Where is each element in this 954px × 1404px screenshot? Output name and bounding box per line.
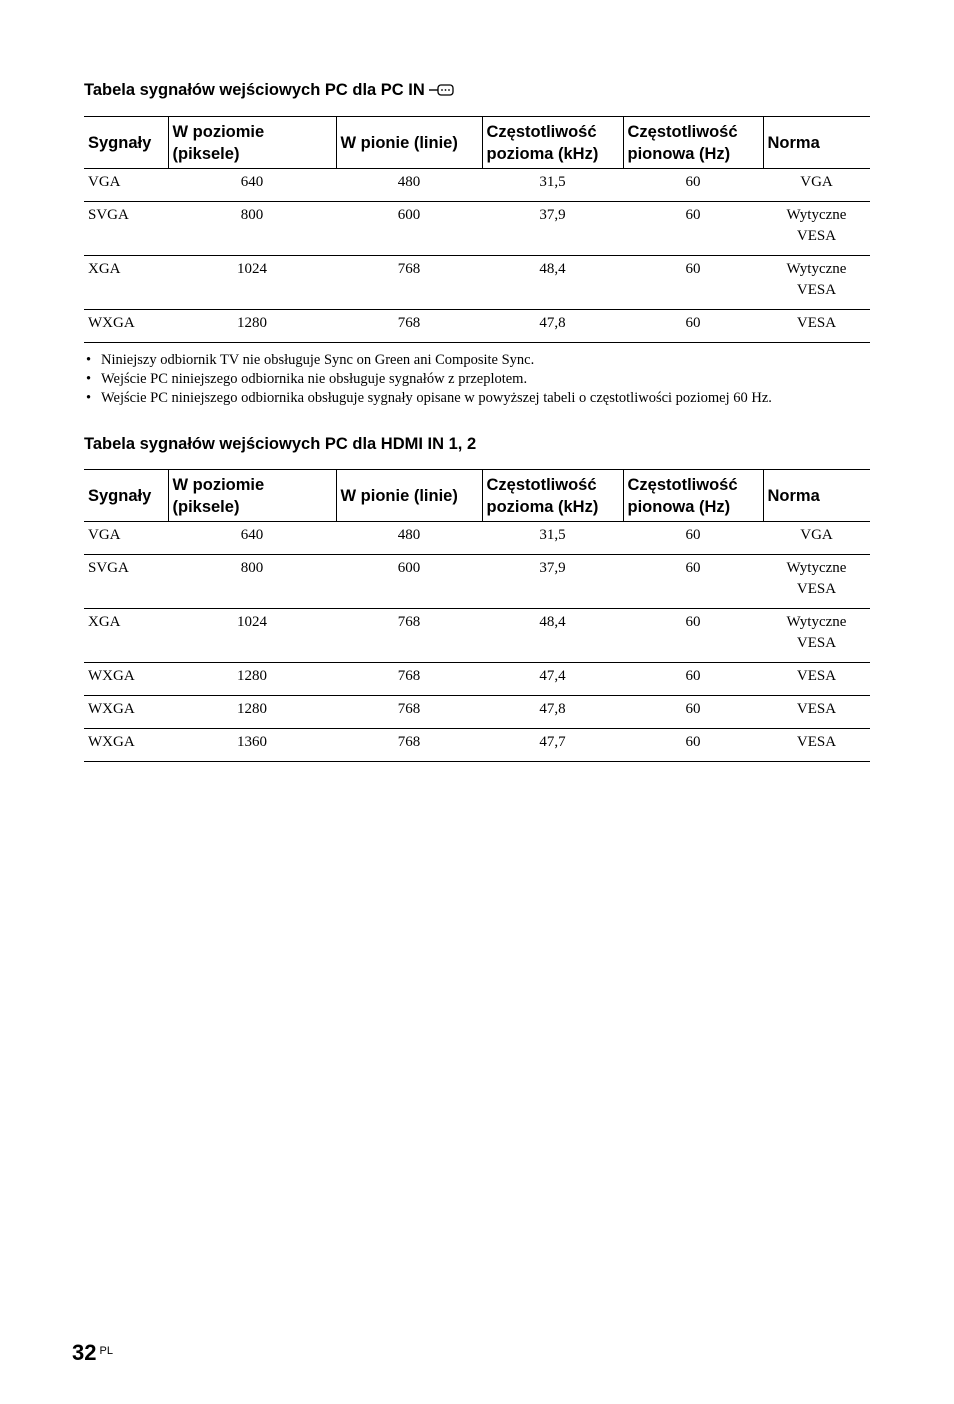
table-cell: 768 bbox=[336, 310, 482, 343]
table-cell: 768 bbox=[336, 696, 482, 729]
table-cell: 600 bbox=[336, 555, 482, 609]
column-header: Sygnały bbox=[84, 117, 168, 169]
table-cell: 48,4 bbox=[482, 609, 623, 663]
table-cell: 60 bbox=[623, 663, 763, 696]
table-cell: 480 bbox=[336, 169, 482, 202]
column-header: Częstotliwość pionowa (Hz) bbox=[623, 117, 763, 169]
table-cell: VGA bbox=[763, 522, 870, 555]
table-cell: VESA bbox=[763, 696, 870, 729]
table-row bbox=[84, 663, 870, 696]
notes-list bbox=[84, 351, 772, 408]
table-cell: 47,8 bbox=[482, 696, 623, 729]
table-cell: 31,5 bbox=[482, 522, 623, 555]
table-cell: 800 bbox=[168, 202, 336, 256]
page-language: PL bbox=[99, 1345, 113, 1357]
table-cell: VGA bbox=[84, 522, 168, 555]
table-cell: Wytyczne VESA bbox=[763, 555, 870, 609]
column-header: Norma bbox=[763, 470, 870, 522]
page-number: 32 bbox=[72, 1340, 97, 1365]
table-row bbox=[84, 256, 870, 310]
table-cell: 1024 bbox=[168, 609, 336, 663]
table-cell: WXGA bbox=[84, 663, 168, 696]
table-cell: 60 bbox=[623, 696, 763, 729]
table-cell: 60 bbox=[623, 555, 763, 609]
column-header: W poziomie (piksele) bbox=[168, 117, 336, 169]
table-cell: XGA bbox=[84, 256, 168, 310]
table-cell: SVGA bbox=[84, 202, 168, 256]
table-cell: 60 bbox=[623, 310, 763, 343]
column-header: Częstotliwość pionowa (Hz) bbox=[623, 470, 763, 522]
section-title-pc-in: Tabela sygnałów wejściowych PC dla PC IN bbox=[84, 80, 455, 103]
table-cell: 800 bbox=[168, 555, 336, 609]
note-item: • Niniejszy odbiornik TV nie obsługuje Sync on Green ani Composite Sync. bbox=[84, 351, 772, 370]
pc-input-icon bbox=[429, 82, 455, 103]
table-cell: VGA bbox=[84, 169, 168, 202]
table-cell: 768 bbox=[336, 256, 482, 310]
table-cell: 60 bbox=[623, 169, 763, 202]
table-cell: 1280 bbox=[168, 696, 336, 729]
table-cell: 60 bbox=[623, 729, 763, 762]
table-row bbox=[84, 169, 870, 202]
table-cell: 1360 bbox=[168, 729, 336, 762]
table-cell: 768 bbox=[336, 609, 482, 663]
table-cell: 640 bbox=[168, 169, 336, 202]
table-cell: 47,4 bbox=[482, 663, 623, 696]
note-item: • Wejście PC niniejszego odbiornika nie obsługuje sygnałów z przeplotem. bbox=[84, 370, 772, 389]
table-row bbox=[84, 522, 870, 555]
column-header: W pionie (linie) bbox=[336, 470, 482, 522]
table-cell: 37,9 bbox=[482, 555, 623, 609]
table-cell: WXGA bbox=[84, 729, 168, 762]
table-cell: 60 bbox=[623, 609, 763, 663]
signal-table-pc-in bbox=[84, 116, 870, 343]
table-cell: 37,9 bbox=[482, 202, 623, 256]
table-cell: 768 bbox=[336, 729, 482, 762]
column-header: W poziomie (piksele) bbox=[168, 470, 336, 522]
table-cell: Wytyczne VESA bbox=[763, 609, 870, 663]
table-cell: WXGA bbox=[84, 696, 168, 729]
table-row bbox=[84, 310, 870, 343]
table-cell: Wytyczne VESA bbox=[763, 256, 870, 310]
table-cell: 60 bbox=[623, 256, 763, 310]
table-cell: 1280 bbox=[168, 310, 336, 343]
table-cell: 47,8 bbox=[482, 310, 623, 343]
column-header: W pionie (linie) bbox=[336, 117, 482, 169]
table-cell: VESA bbox=[763, 310, 870, 343]
table-header-row bbox=[84, 470, 870, 522]
table-cell: 768 bbox=[336, 663, 482, 696]
table-cell: 31,5 bbox=[482, 169, 623, 202]
section-title-hdmi-in: Tabela sygnałów wejściowych PC dla HDMI IN 1, 2 bbox=[84, 435, 477, 453]
table-cell: SVGA bbox=[84, 555, 168, 609]
table-row bbox=[84, 696, 870, 729]
table-row bbox=[84, 609, 870, 663]
column-header: Częstotliwość pozioma (kHz) bbox=[482, 117, 623, 169]
column-header: Częstotliwość pozioma (kHz) bbox=[482, 470, 623, 522]
table-cell: VESA bbox=[763, 729, 870, 762]
table-cell: Wytyczne VESA bbox=[763, 202, 870, 256]
table-cell: 480 bbox=[336, 522, 482, 555]
table-cell: VESA bbox=[763, 663, 870, 696]
table-cell: 60 bbox=[623, 522, 763, 555]
column-header: Norma bbox=[763, 117, 870, 169]
table-cell: 60 bbox=[623, 202, 763, 256]
table-cell: 48,4 bbox=[482, 256, 623, 310]
signal-table-hdmi-in bbox=[84, 469, 870, 762]
table-cell: 600 bbox=[336, 202, 482, 256]
column-header: Sygnały bbox=[84, 470, 168, 522]
table-row bbox=[84, 555, 870, 609]
table-cell: WXGA bbox=[84, 310, 168, 343]
table-header-row bbox=[84, 117, 870, 169]
table-cell: XGA bbox=[84, 609, 168, 663]
table-cell: 1280 bbox=[168, 663, 336, 696]
table-cell: 640 bbox=[168, 522, 336, 555]
table-row bbox=[84, 729, 870, 762]
page-footer bbox=[72, 1340, 113, 1366]
table-cell: 47,7 bbox=[482, 729, 623, 762]
table-row bbox=[84, 202, 870, 256]
table-cell: VGA bbox=[763, 169, 870, 202]
note-item: • Wejście PC niniejszego odbiornika obsługuje sygnały opisane w powyższej tabeli o częstotliwości poziomej 60 Hz. bbox=[84, 389, 772, 408]
table-cell: 1024 bbox=[168, 256, 336, 310]
